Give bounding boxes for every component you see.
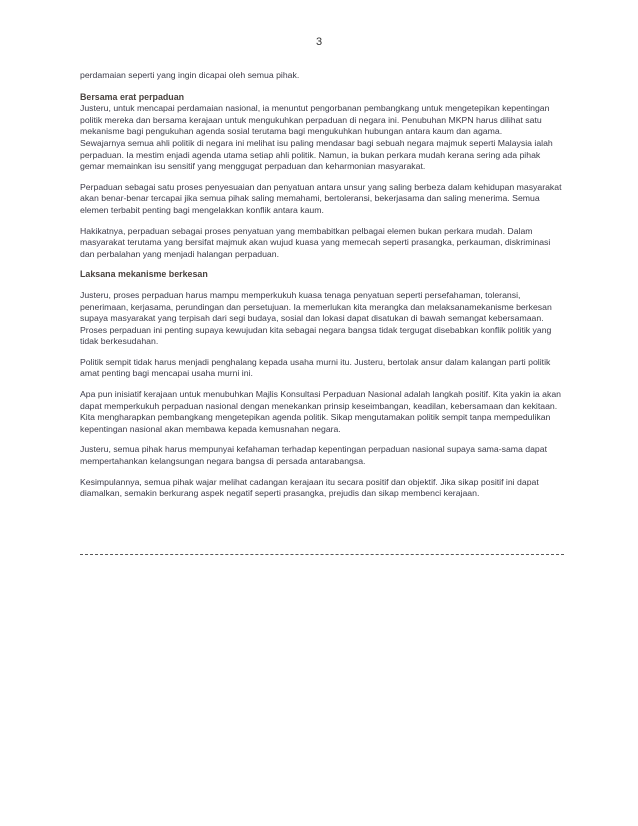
paragraph-8: Kesimpulannya, semua pihak wajar melihat cadangan kerajaan itu secara positif dan objektif. Jika sikap positif ini dapat diamalkan, semakin berkurang aspek negatif seperti prasangka, prejudis dan sikap membenci kerajaan.	[80, 476, 539, 499]
bottom-separator-line	[80, 554, 564, 555]
paragraph-5: Politik sempit tidak harus menjadi penghalang kepada usaha murni itu. Justeru, bertolak ansur dalam kalangan parti politik amat penting bagi mencapai usaha murni ini.	[80, 356, 551, 379]
paragraph-4: Justeru, proses perpaduan harus mampu memperkukuh kuasa tenaga penyatuan seperti persefahaman, toleransi, penerimaan, kerjasama, perundingan dan persetujuan. Ia memerlukan kita merangka dan melaksanamekanisme berkesan supaya masyarakat yang terpisah dari segi budaya, sosial dan lokasi dapat disatukan di bawah semangat kebersamaan. Proses perpaduan ini penting supaya kewujudan kita sebagai negara bangsa tidak tergugat disebabkan konflik politik yang tidak berkesudahan.	[80, 289, 552, 347]
section-heading-bersama: Bersama erat perpaduan	[80, 91, 185, 102]
paragraph-7: Justeru, semua pihak harus mempunyai kefahaman terhadap kepentingan perpaduan nasional supaya sama-sama dapat mempertahankan kelangsungan negara bangsa di persada antarabangsa.	[80, 444, 548, 467]
article-body	[80, 70, 564, 509]
page-number: 3	[315, 36, 323, 48]
section-heading-laksana: Laksana mekanisme berkesan	[80, 269, 208, 280]
paragraph-1a: Justeru, untuk mencapai perdamaian nasional, ia menuntut pengorbanan pembangkang untuk mengetepikan kepentingan politik mereka dan bersama kerajaan untuk mengukuhkan perpaduan di negara ini. Penubuhan MKPN harus dilihat satu mekanisme bagi pengukuhan agenda sosial terutama bagi mengukuhkan hubungan antara kaum dan agama.	[80, 103, 550, 137]
paragraph-3: Hakikatnya, perpaduan sebagai proses penyatuan yang membabitkan pelbagai elemen bukan perkara mudah. Dalam masyarakat terutama yang bersifat majmuk akan wujud kuasa yang memecah seperti prasangka, perkauman, diskriminasi dan perbalahan yang menjadi halangan perpaduan.	[80, 225, 551, 259]
paragraph-1b: Sewajarnya semua ahli politik di negara ini melihat isu paling mendasar bagi sebuah negara majmuk seperti Malaysia ialah perpaduan. Ia mestim enjadi agenda utama setiap ahli politik. Namun, ia bukan perkara mudah kerana sering ada pihak gemar memainkan isu sensitif yang menggugat perpaduan dan keharmonian masyarakat.	[80, 137, 553, 172]
paragraph-6: Apa pun inisiatif kerajaan untuk menubuhkan Majlis Konsultasi Perpaduan Nasional adalah langkah positif. Kita yakin ia akan dapat memperkukuh perpaduan nasional dengan menekankan prinsip keseimbangan, keadilan, kebersamaan dan kekitaan. Kita mengharapkan pembangkang mengetepikan agenda politik. Sikap mengutamakan politik sempit tanpa mempedulikan kepentingan nasional akan membawa kepada kemusnahan negara.	[80, 389, 562, 434]
paragraph-2: Perpaduan sebagai satu proses penyesuaian dan penyatuan antara unsur yang saling berbeza dalam kehidupan masyarakat akan benar-benar tercapai jika semua pihak saling memahami, bertoleransi, bekerjasama dan saling menerima. Semua elemen terbabit penting bagi mengelakkan konflik antara kaum.	[80, 181, 562, 215]
paragraph-intro: perdamaian seperti yang ingin dicapai oleh semua pihak.	[80, 70, 300, 80]
